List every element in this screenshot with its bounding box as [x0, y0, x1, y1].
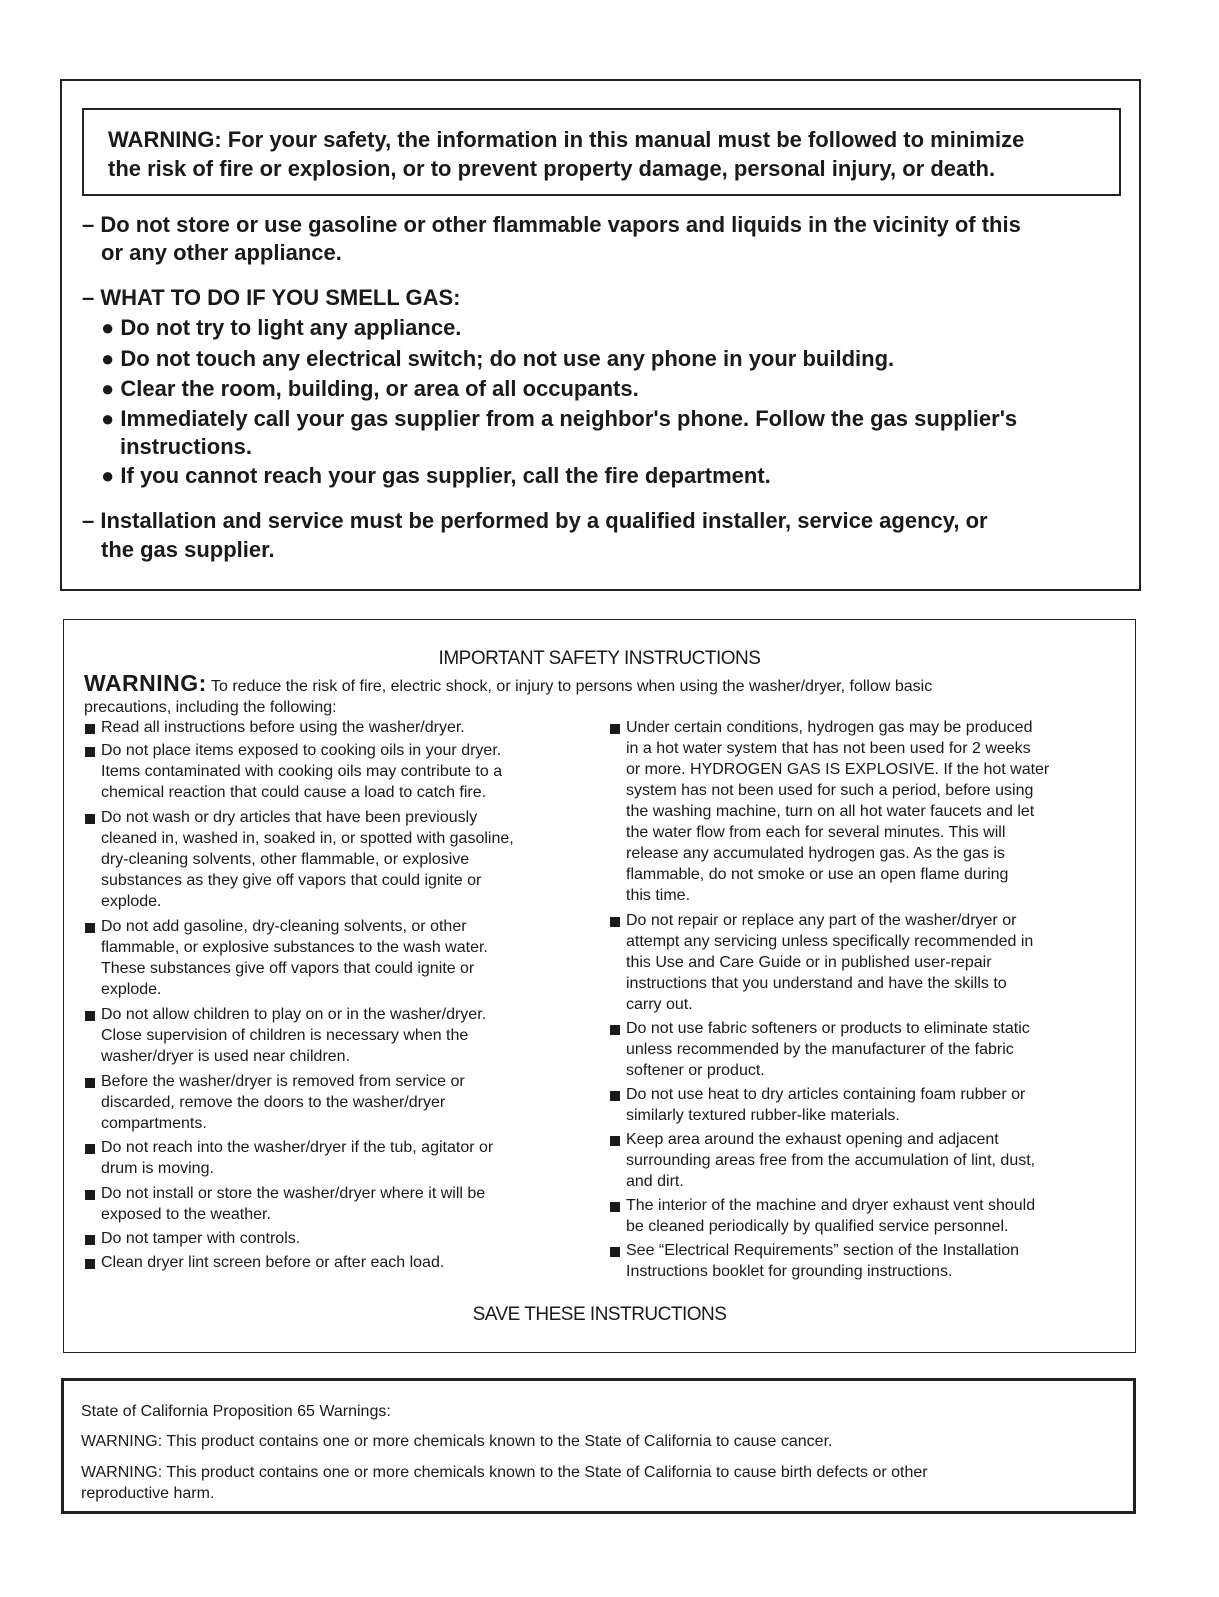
- safety-warning-intro-line-2: precautions, including the following:: [84, 699, 337, 716]
- safety-right-item-line: release any accumulated hydrogen gas. As the gas is: [626, 845, 1005, 862]
- safety-left-item-line: exposed to the weather.: [101, 1206, 271, 1223]
- prop65-birth-defects-warning-cont: reproductive harm.: [81, 1485, 215, 1502]
- safety-left-item-line: Clean dryer lint screen before or after each load.: [101, 1254, 445, 1271]
- safety-left-item-line: chemical reaction that could cause a load to catch fire.: [101, 784, 487, 801]
- safety-left-item-line: Do not reach into the washer/dryer if the tub, agitator or: [101, 1139, 494, 1156]
- safety-right-item-line: Keep area around the exhaust opening and adjacent: [626, 1131, 999, 1148]
- safety-right-item-line: Under certain conditions, hydrogen gas may be produced: [626, 719, 1033, 736]
- safety-right-item-line: similarly textured rubber-like materials.: [626, 1107, 900, 1124]
- safety-right-item-line: Do not repair or replace any part of the washer/dryer or: [626, 912, 1017, 929]
- safety-right-item-line: system has not been used for such a period, before using: [626, 782, 1034, 799]
- safety-left-item-line: substances as they give off vapors that could ignite or: [101, 872, 482, 889]
- safety-left-item-line: explode.: [101, 893, 162, 910]
- safety-right-item-line: the washing machine, turn on all hot water faucets and let: [626, 803, 1035, 820]
- smell-gas-heading: – WHAT TO DO IF YOU SMELL GAS:: [82, 285, 461, 310]
- safety-right-item-bullet-icon: [610, 917, 620, 927]
- gas-warning-headline-line-1: WARNING: For your safety, the information in this manual must be followed to minimize: [108, 127, 1025, 152]
- safety-left-item-line: discarded, remove the doors to the washer/dryer: [101, 1094, 446, 1111]
- safety-right-item-line: softener or product.: [626, 1062, 765, 1079]
- installation-line-1: – Installation and service must be performed by a qualified installer, service agency, or: [82, 508, 988, 533]
- store-gasoline-line-1: – Do not store or use gasoline or other flammable vapors and liquids in the vicinity of this: [82, 212, 1021, 237]
- safety-right-item-line: unless recommended by the manufacturer of the fabric: [626, 1041, 1014, 1058]
- safety-left-item-line: Before the washer/dryer is removed from service or: [101, 1073, 465, 1090]
- safety-left-item-line: compartments.: [101, 1115, 207, 1132]
- safety-right-item-line: Instructions booklet for grounding instructions.: [626, 1263, 953, 1280]
- safety-left-item-bullet-icon: [85, 923, 95, 933]
- gas-warning-headline-line-2: the risk of fire or explosion, or to prevent property damage, personal injury, or death.: [108, 156, 996, 181]
- safety-warning-intro: [84, 672, 932, 695]
- safety-left-item-line: Items contaminated with cooking oils may contribute to a: [101, 763, 503, 780]
- safety-left-item-bullet-icon: [85, 1235, 95, 1245]
- safety-left-item-bullet-icon: [85, 1190, 95, 1200]
- safety-right-item-line: this time.: [626, 887, 691, 904]
- safety-left-item-line: dry-cleaning solvents, other flammable, or explosive: [101, 851, 470, 868]
- safety-right-item-bullet-icon: [610, 1025, 620, 1035]
- safety-left-item-bullet-icon: [85, 1078, 95, 1088]
- safety-left-item-line: Close supervision of children is necessary when the: [101, 1027, 469, 1044]
- safety-right-item-line: be cleaned periodically by qualified service personnel.: [626, 1218, 1009, 1235]
- safety-left-item-bullet-icon: [85, 724, 95, 734]
- safety-left-item-line: Read all instructions before using the washer/dryer.: [101, 719, 465, 736]
- safety-left-item-line: Do not install or store the washer/dryer where it will be: [101, 1185, 486, 1202]
- safety-left-item-bullet-icon: [85, 814, 95, 824]
- safety-left-item-line: explode.: [101, 981, 162, 998]
- safety-right-item-line: surrounding areas free from the accumulation of lint, dust,: [626, 1152, 1036, 1169]
- prop65-birth-defects-warning: WARNING: This product contains one or more chemicals known to the State of California to cause birth defects or other: [81, 1464, 928, 1481]
- safety-left-item-line: Do not place items exposed to cooking oils in your dryer.: [101, 742, 502, 759]
- safety-right-item-line: in a hot water system that has not been used for 2 weeks: [626, 740, 1031, 757]
- gas-warning-headline-box: [82, 108, 1121, 196]
- smell-gas-item-1: ● Do not try to light any appliance.: [101, 315, 462, 340]
- safety-right-item-line: See “Electrical Requirements” section of the Installation: [626, 1242, 1020, 1259]
- safety-left-item-line: Do not add gasoline, dry-cleaning solvents, or other: [101, 918, 467, 935]
- safety-right-item-bullet-icon: [610, 1091, 620, 1101]
- store-gasoline-line-2: or any other appliance.: [101, 240, 342, 265]
- safety-warning-label: WARNING:: [84, 670, 207, 696]
- safety-left-item-line: drum is moving.: [101, 1160, 214, 1177]
- safety-right-item-line: carry out.: [626, 996, 693, 1013]
- safety-right-item-line: and dirt.: [626, 1173, 684, 1190]
- safety-right-item-line: Do not use fabric softeners or products to eliminate static: [626, 1020, 1030, 1037]
- safety-instructions-box: [63, 619, 1136, 1353]
- prop65-box: [61, 1378, 1136, 1514]
- safety-left-item-line: cleaned in, washed in, soaked in, or spotted with gasoline,: [101, 830, 514, 847]
- safety-left-item-line: Do not allow children to play on or in the washer/dryer.: [101, 1006, 487, 1023]
- smell-gas-item-4: ● Immediately call your gas supplier from a neighbor's phone. Follow the gas supplier's: [101, 406, 1018, 431]
- prop65-heading: State of California Proposition 65 Warnings:: [81, 1403, 391, 1420]
- safety-left-item-line: Do not tamper with controls.: [101, 1230, 301, 1247]
- safety-left-item-bullet-icon: [85, 1259, 95, 1269]
- safety-left-item-bullet-icon: [85, 1011, 95, 1021]
- smell-gas-item-2: ● Do not touch any electrical switch; do not use any phone in your building.: [101, 346, 895, 371]
- safety-footer: SAVE THESE INSTRUCTIONS: [472, 1304, 727, 1325]
- smell-gas-item-3: ● Clear the room, building, or area of all occupants.: [101, 376, 639, 401]
- safety-left-item-line: flammable, or explosive substances to the wash water.: [101, 939, 488, 956]
- installation-line-2: the gas supplier.: [101, 537, 275, 562]
- safety-right-item-line: Do not use heat to dry articles containing foam rubber or: [626, 1086, 1026, 1103]
- safety-title: IMPORTANT SAFETY INSTRUCTIONS: [438, 648, 761, 669]
- safety-right-item-line: this Use and Care Guide or in published user-repair: [626, 954, 992, 971]
- safety-right-item-line: instructions that you understand and have the skills to: [626, 975, 1007, 992]
- safety-right-item-line: The interior of the machine and dryer exhaust vent should: [626, 1197, 1036, 1214]
- safety-right-item-bullet-icon: [610, 1247, 620, 1257]
- smell-gas-item-4-cont: instructions.: [120, 434, 253, 459]
- safety-right-item-line: attempt any servicing unless specifically recommended in: [626, 933, 1034, 950]
- safety-right-item-line: the water flow from each for several minutes. This will: [626, 824, 1006, 841]
- safety-left-item-bullet-icon: [85, 1144, 95, 1154]
- safety-left-item-line: Do not wash or dry articles that have been previously: [101, 809, 478, 826]
- safety-warning-intro-text: To reduce the risk of fire, electric shock, or injury to persons when using the washer/dryer, follow basic: [206, 678, 933, 695]
- safety-right-item-bullet-icon: [610, 1202, 620, 1212]
- safety-left-item-line: These substances give off vapors that could ignite or: [101, 960, 475, 977]
- safety-right-item-bullet-icon: [610, 724, 620, 734]
- prop65-cancer-warning: WARNING: This product contains one or more chemicals known to the State of California to cause cancer.: [81, 1433, 833, 1450]
- safety-left-item-bullet-icon: [85, 747, 95, 757]
- safety-right-item-line: flammable, do not smoke or use an open flame during: [626, 866, 1009, 883]
- safety-right-item-line: or more. HYDROGEN GAS IS EXPLOSIVE. If the hot water: [626, 761, 1050, 778]
- safety-left-item-line: washer/dryer is used near children.: [101, 1048, 351, 1065]
- gas-warning-box: [60, 79, 1141, 591]
- safety-right-item-bullet-icon: [610, 1136, 620, 1146]
- smell-gas-item-5: ● If you cannot reach your gas supplier, call the fire department.: [101, 463, 771, 488]
